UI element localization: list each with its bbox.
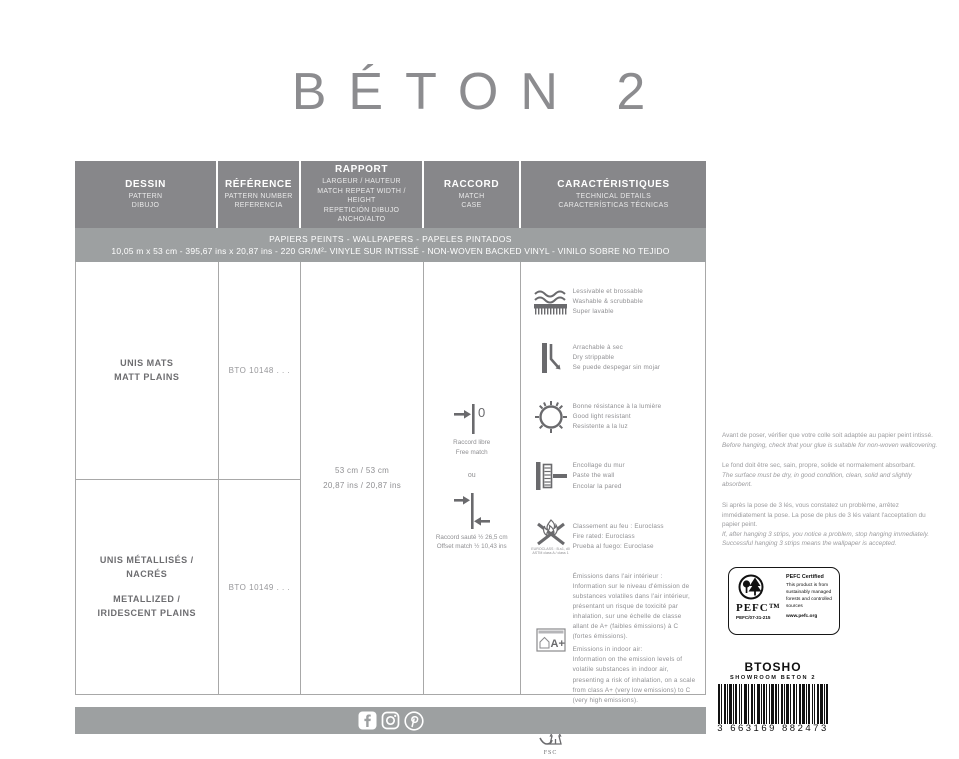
light-line-es: Resistente a la luz [572,423,628,431]
note-glue-en: Before hanging, check that your glue is suitable for non-woven wallcovering. [722,441,938,449]
strippable-line-fr: Arrachable à sec [572,344,624,352]
strippable-line-en: Dry strippable [572,354,615,362]
washable-line-fr: Lessivable et brossable [572,288,643,295]
header-caracteristiques-sub2: CARACTERÍSTICAS TÉCNICAS [558,202,669,209]
washable-icon [529,289,573,315]
product-identification [714,660,832,734]
dessin-2-line2: METALLIZED / IRIDESCENT PLAINS [97,594,197,618]
pefc-title: PEFC Certified [786,574,824,580]
header-rapport-sub3: REPETICIÓN DIBUJO ANCHO/ALTO [323,206,400,224]
header-caracteristiques-main: CARACTÉRISTIQUES [557,178,670,190]
header-dessin-main: DESSIN [125,178,166,190]
washable-line-en: Washable & scrubbable [572,298,644,306]
product-name: SHOWROOM BETON 2 [729,675,817,681]
characteristic-washable [529,287,699,317]
paste-line-es: Encolar la pared [572,482,622,490]
emissions-body-en: Information on the emission levels of volatile substances in indoor air, presenting a risk of inhalation, on a scale from class A+ (very low emissions) to C (very high emissions). [572,656,696,704]
rapport-cm: 53 cm / 53 cm [335,465,390,475]
header-reference-sub1: PATTERN NUMBER [224,192,293,200]
column-rapport [301,262,424,694]
reference-row-1 [219,262,301,480]
offset-match-icon [452,493,492,529]
header-reference-sub2: REFERENCIA [234,202,283,209]
header-caracteristiques [521,161,706,228]
table-header-row [75,161,706,228]
dessin-row-1 [76,262,218,480]
fire-line-fr: Classement au feu : Euroclass [572,522,664,530]
note-strips-en: If, after hanging 3 strips, you notice a problem, stop hanging immediately. Successful hanging 3 strips means the wallpaper is accepted. [722,530,929,548]
header-raccord-sub2: CASE [461,202,482,209]
dessin-1-line1: UNIS MATS [120,358,174,368]
fire-line-es: Prueba al fuego: Euroclase [572,542,654,550]
fire-line-en: Fire rated: Euroclass [572,532,635,540]
header-raccord-main: RACCORD [443,178,500,190]
characteristic-light-resistance [529,399,699,435]
emissions-body-fr: Information sur le niveau d'émission de substances volatiles dans l'air intérieur, présentant un risque de toxicité par inhalation, sur une échelle de classe allant de A+ (faibles émissions) à C (fortes émissions). [572,582,690,641]
pefc-logo-icon [736,574,770,602]
header-rapport [301,161,424,228]
dessin-1-line2: MATT PLAINS [114,371,180,382]
header-reference-main: RÉFÉRENCE [224,178,293,190]
strippable-line-es: Se puede despegar sin mojar [572,364,661,372]
paste-line-en: Paste the wall [572,472,615,480]
free-match-icon [452,404,492,434]
reference-value-2: BTO 10149 . . . [228,582,291,592]
fire-rating-icon [534,518,568,546]
note-surface-en: The surface must be dry, in good condition, clean, solid and slightly absorbent. [722,471,912,489]
column-raccord [424,262,521,694]
pefc-body: This product is from sustainably managed forests and controlled sources [786,583,832,609]
header-caracteristiques-sub1: TECHNICAL DETAILS [575,192,652,200]
header-rapport-main: RAPPORT [334,164,389,176]
pefc-code: PEFC/07-31-215 [736,615,771,620]
reference-value-1: BTO 10148 . . . [228,366,291,375]
free-match-label-fr: Raccord libre [453,439,491,446]
washable-line-es: Super lavable [572,308,614,316]
air-emissions-icon [529,628,573,652]
rapport-values [301,262,423,694]
banner-line2: 10,05 m x 53 cm - 395,67 ins x 20,87 ins - 220 GR/M²- VINYLE SUR INTISSÉ - NON-WOVEN BACKED VINYL - VINILO SOBRE NO TEJIDO [111,246,670,256]
emissions-title-fr: Émissions dans l'air intérieur : [572,572,663,580]
fsc-label: FSC [543,749,558,756]
raccord-or-label: ou [467,471,476,479]
header-rapport-sub2: MATCH REPEAT WIDTH / HEIGHT [317,187,406,205]
light-line-en: Good light resistant [572,413,631,421]
pefc-word: PEFC™ [736,602,781,614]
header-raccord [424,161,521,228]
note-strips [722,501,940,549]
pefc-url[interactable]: www.pefc.org [786,613,818,619]
column-characteristics [521,262,705,756]
note-surface [722,461,940,490]
pinterest-icon[interactable] [404,711,424,731]
free-match-label-en: Free match [455,448,488,456]
facebook-icon[interactable] [358,711,377,730]
header-dessin [75,161,218,228]
light-line-fr: Bonne résistance à la lumière [572,403,662,411]
offset-match-label-fr: Raccord sauté ½ 26,5 cm [435,533,508,541]
column-reference [219,262,302,694]
light-resistance-icon [529,399,573,435]
footer-bar [75,707,706,734]
dessin-row-2 [76,480,218,694]
fire-caption-astm: ASTM class A / class 1 [532,551,569,556]
note-glue [722,431,940,450]
banner-line1: PAPIERS PEINTS - WALLPAPERS - PAPELES PINTADOS [269,234,512,244]
product-code: BTOSHO [744,660,802,674]
characteristic-fire-rating [529,518,699,556]
dry-strippable-icon [529,343,573,373]
pefc-certificate [728,567,840,635]
header-reference [218,161,301,228]
paste-line-fr: Encollage du mur [572,462,625,470]
reference-row-2 [219,480,301,694]
characteristic-dry-strippable [529,343,699,373]
svg-text:0: 0 [477,405,485,420]
characteristic-paste-the-wall [529,461,699,491]
table-body [75,262,706,756]
header-rapport-sub1: LARGEUR / HAUTEUR [322,178,401,186]
note-surface-fr: Le fond doit être sec, sain, propre, solide et normalement absorbant. [722,462,916,470]
emissions-title-en: Emissions in indoor air: [572,646,643,654]
fire-caption-euroclass: EUROCLASS : B-s1, d0 [531,546,570,551]
offset-match-label-en: Offset match ½ 10,43 ins [436,543,507,551]
dessin-2-line1: UNIS MÉTALLISÉS / NACRÉS [99,555,194,579]
characteristic-air-emissions [529,572,699,709]
barcode-digits: 3 663169 882473 [717,723,829,734]
product-type-banner [75,228,706,262]
spec-table [75,161,706,756]
barcode [718,684,828,724]
column-dessin [76,262,219,694]
header-dessin-sub1: PATTERN [128,192,163,200]
note-strips-fr: Si après la pose de 3 lés, vous constatez un problème, arrêtez immédiatement la pose. La pose de plus de 3 lés valant l'acceptation du papier peint. [722,502,926,529]
paste-the-wall-icon [529,461,573,491]
instagram-icon[interactable] [381,711,400,730]
header-raccord-sub1: MATCH [458,192,485,200]
hanging-instructions [722,431,940,560]
note-glue-fr: Avant de poser, vérifier que votre colle soit adaptée au papier peint intissé. [722,432,933,439]
svg-text:A+: A+ [550,638,565,651]
header-dessin-sub2: DIBUJO [131,202,160,209]
page-title: BÉTON 2 [291,63,668,121]
rapport-ins: 20,87 ins / 20,87 ins [323,481,402,490]
